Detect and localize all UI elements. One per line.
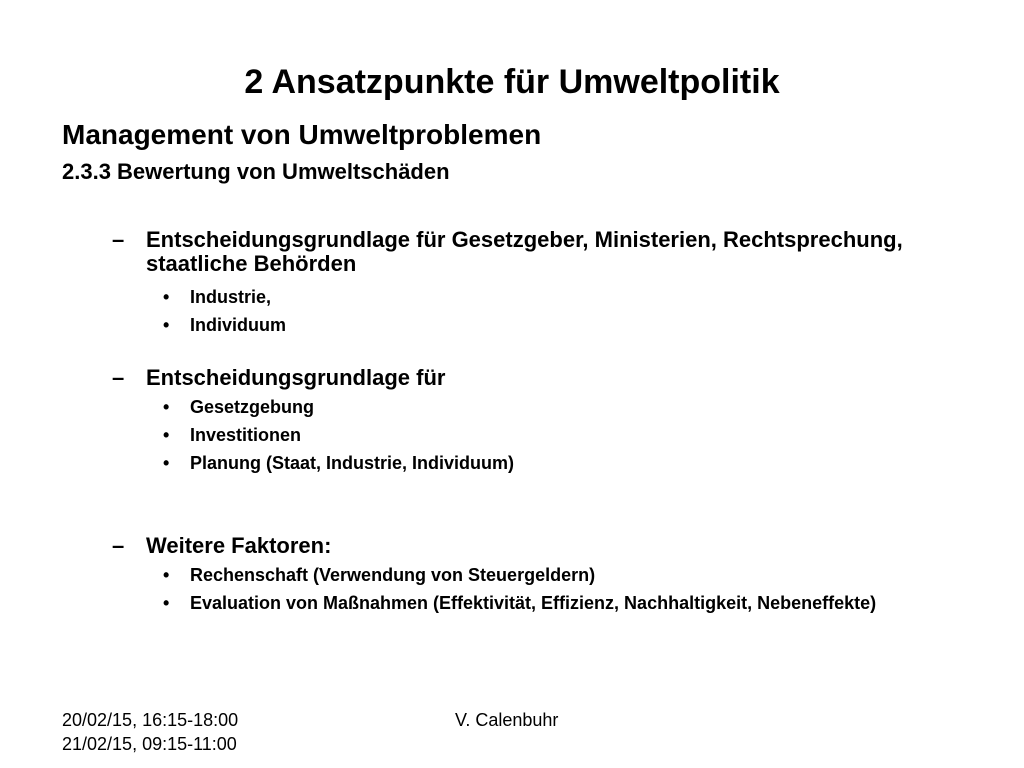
level2-text: Rechenschaft (Verwendung von Steuergeldern)	[190, 565, 596, 585]
level1-text: Entscheidungsgrundlage für	[146, 365, 446, 390]
slide-subtitle: Management von Umweltproblemen	[62, 119, 542, 150]
level2-item	[0, 314, 1024, 336]
level2-item	[0, 592, 1024, 614]
level2-item	[0, 396, 1024, 418]
footer-dates	[62, 708, 238, 756]
bullet-marker: •	[163, 287, 170, 307]
bullet-marker: •	[163, 315, 170, 335]
bullet-marker: •	[163, 593, 170, 613]
footer-date-line-1: 20/02/15, 16:15-18:00	[62, 710, 239, 730]
level1-item	[0, 228, 1024, 276]
level2-item	[0, 564, 1024, 586]
level1-text: Weitere Faktoren:	[146, 533, 332, 558]
level2-item	[0, 424, 1024, 446]
bullet-group-1	[0, 228, 1024, 336]
level1-text: Entscheidungsgrundlage für Gesetzgeber, Ministerien, Rechtsprechung, staatliche Behörden	[146, 227, 903, 276]
level1-item	[0, 534, 1024, 558]
section-heading: 2.3.3 Bewertung von Umweltschäden	[62, 159, 450, 184]
dash-marker: –	[112, 365, 125, 390]
bullet-marker: •	[163, 453, 170, 473]
bullet-marker: •	[163, 397, 170, 417]
bullet-marker: •	[163, 425, 170, 445]
level2-item	[0, 286, 1024, 308]
level2-text: Individuum	[190, 315, 286, 335]
bullet-group-3	[0, 534, 1024, 614]
footer-author: V. Calenbuhr	[455, 710, 559, 730]
level2-text: Evaluation von Maßnahmen (Effektivität, Effizienz, Nachhaltigkeit, Nebeneffekte)	[190, 593, 877, 613]
level2-item	[0, 452, 1024, 474]
bullet-group-2	[0, 366, 1024, 474]
bullet-marker: •	[163, 565, 170, 585]
level2-text: Investitionen	[190, 425, 302, 445]
dash-marker: –	[112, 533, 125, 558]
level1-item	[0, 366, 1024, 390]
level2-text: Industrie,	[190, 287, 272, 307]
slide-title: 2 Ansatzpunkte für Umweltpolitik	[244, 63, 780, 101]
dash-marker: –	[112, 227, 125, 252]
level2-text: Gesetzgebung	[190, 397, 315, 417]
footer-date-line-2: 21/02/15, 09:15-11:00	[62, 734, 237, 754]
level2-text: Planung (Staat, Industrie, Individuum)	[190, 453, 515, 473]
